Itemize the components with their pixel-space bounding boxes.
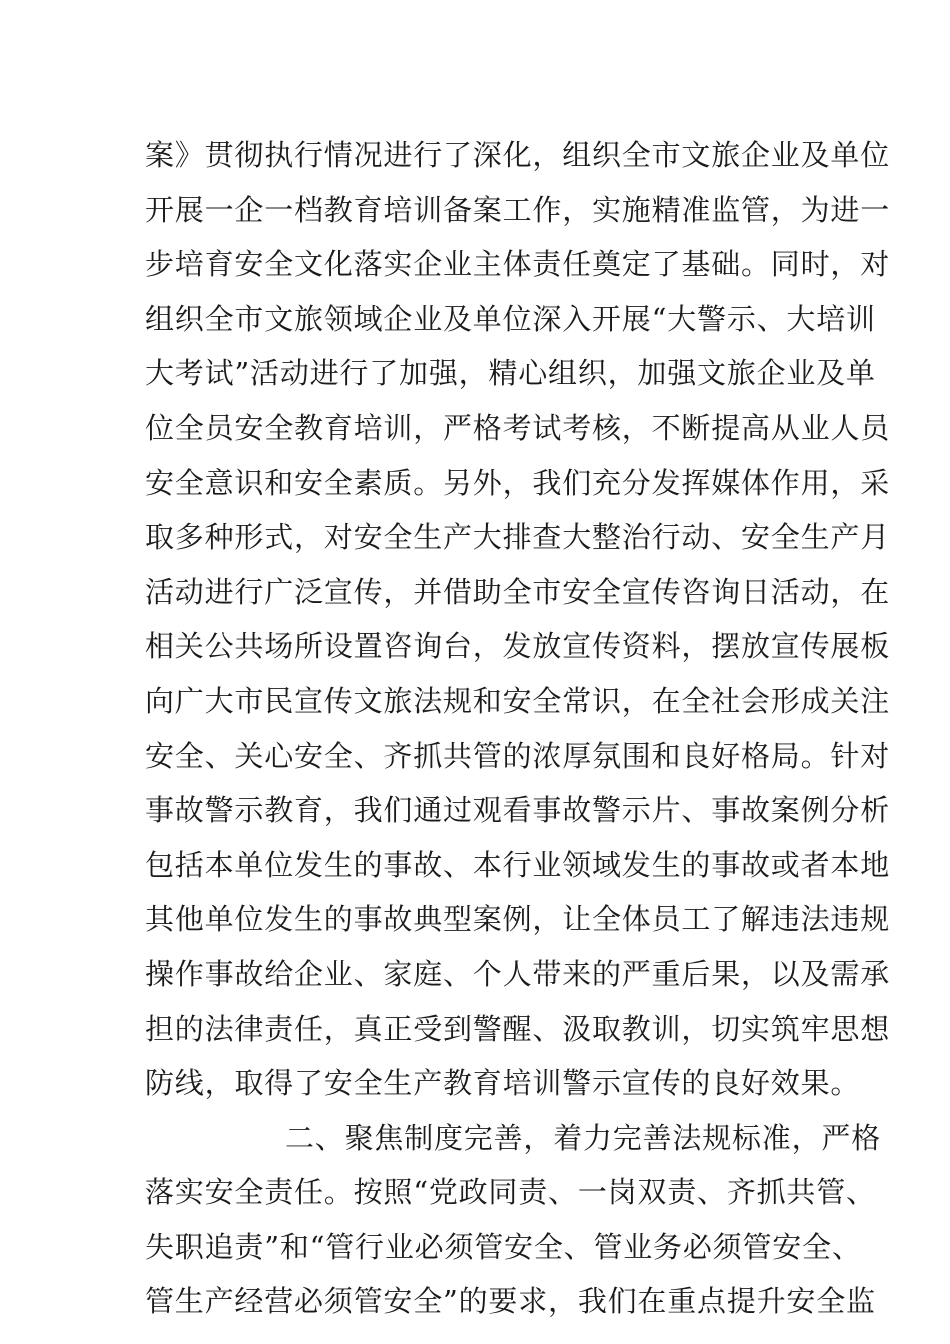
text-line: 相关公共场所设置咨询台，发放宣传资料，摆放宣传展板 xyxy=(145,629,891,664)
text-line: 防线，取得了安全生产教育培训警示宣传的良好效果。 xyxy=(145,1066,861,1101)
text-line: 事故警示教育，我们通过观看事故警示片、事故案例分析 xyxy=(145,793,891,828)
text-line: 组织全市文旅领域企业及单位深入开展“大警示、大培训 xyxy=(145,301,876,336)
text-line: 步培育安全文化落实企业主体责任奠定了基础。同时，对 xyxy=(145,247,891,282)
text-line: 活动进行广泛宣传，并借助全市安全宣传咨询日活动，在 xyxy=(145,574,891,609)
document-body xyxy=(145,128,891,1329)
text-line: 其他单位发生的事故典型案例，让全体员工了解违法违规 xyxy=(145,902,891,937)
text-line: 操作事故给企业、家庭、个人带来的严重后果，以及需承 xyxy=(145,956,891,991)
text-line: 位全员安全教育培训，严格考试考核，不断提高从业人员 xyxy=(145,410,891,445)
text-line: 担的法律责任，真正受到警醒、汲取教训，切实筑牢思想 xyxy=(145,1011,891,1046)
text-line: 落实安全责任。按照“党政同责、一岗双责、齐抓共管、 xyxy=(145,1175,876,1210)
text-line: 包括本单位发生的事故、本行业领域发生的事故或者本地 xyxy=(145,847,891,882)
text-line: 案》贯彻执行情况进行了深化，组织全市文旅企业及单位 xyxy=(145,138,891,172)
text-line: 大考试”活动进行了加强，精心组织，加强文旅企业及单 xyxy=(145,356,876,391)
text-line: 取多种形式，对安全生产大排查大整治行动、安全生产月 xyxy=(145,520,891,555)
text-line: 管生产经营必须管安全”的要求，我们在重点提升安全监 xyxy=(145,1284,876,1319)
text-line: 安全、关心安全、齐抓共管的浓厚氛围和良好格局。针对 xyxy=(145,738,891,773)
section-heading-line: 二、聚焦制度完善，着力完善法规标准，严格 xyxy=(285,1120,882,1155)
text-line: 向广大市民宣传文旅法规和安全常识，在全社会形成关注 xyxy=(145,683,891,718)
text-line: 开展一企一档教育培训备案工作，实施精准监管，为进一 xyxy=(145,192,891,227)
text-line: 失职追责”和“管行业必须管安全、管业务必须管安全、 xyxy=(145,1229,862,1264)
text-line: 安全意识和安全素质。另外，我们充分发挥媒体作用，采 xyxy=(145,465,891,500)
